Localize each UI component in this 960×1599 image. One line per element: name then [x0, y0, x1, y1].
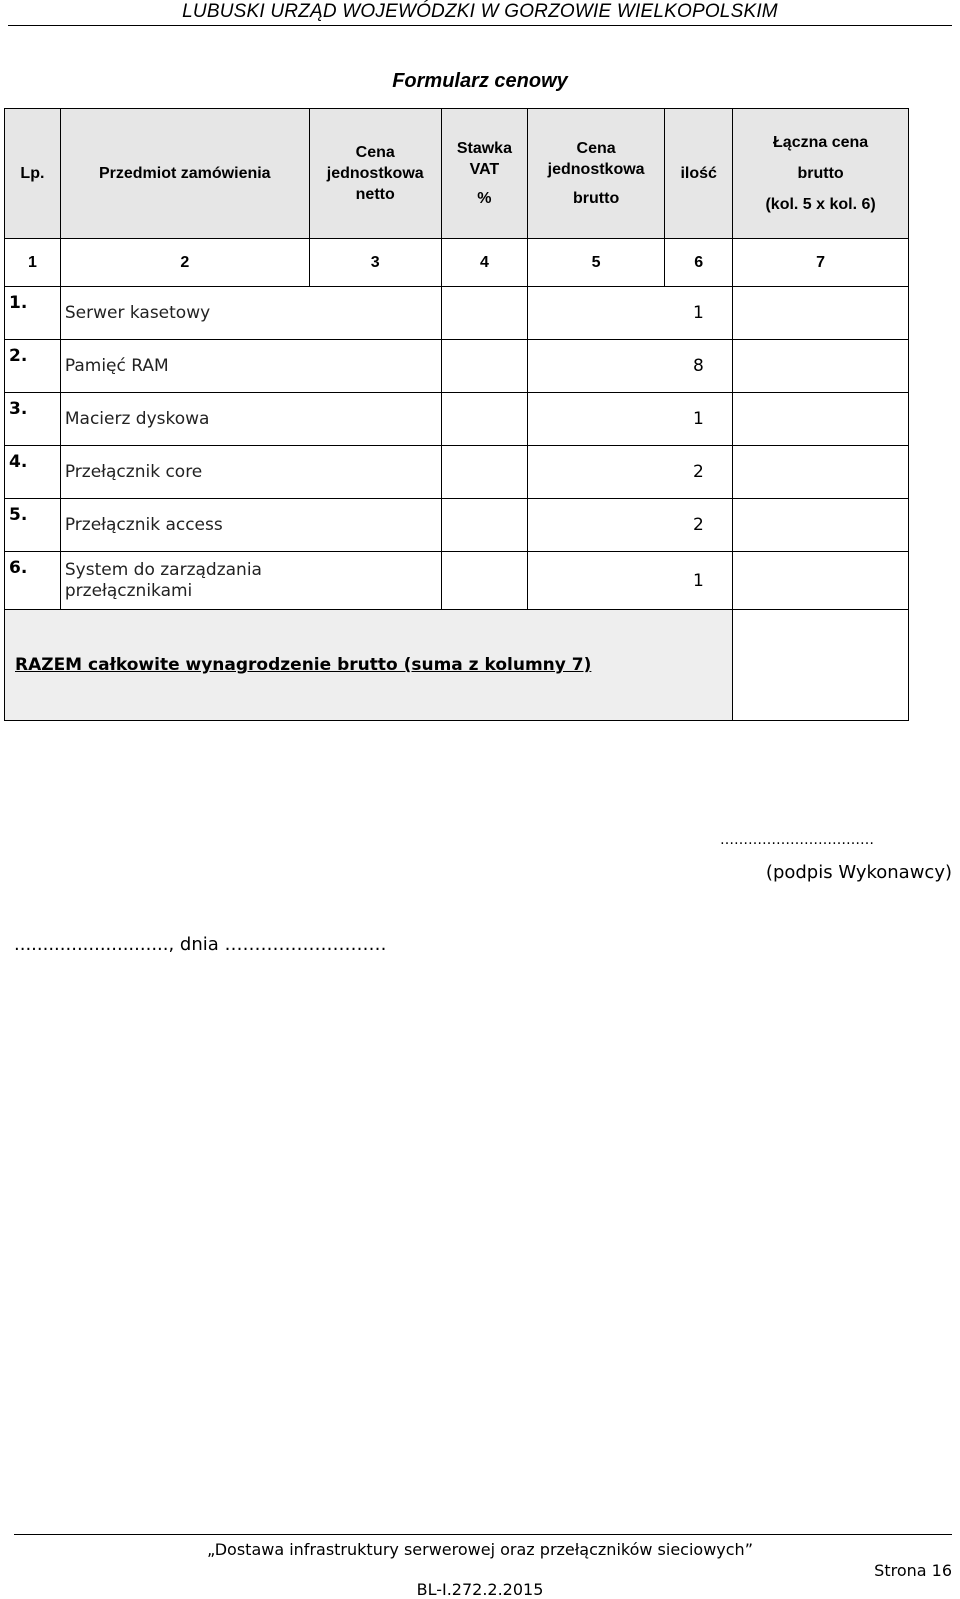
column-number: 1: [5, 239, 61, 287]
table-row: [5, 499, 909, 552]
header-divider: [8, 25, 952, 26]
row-lp: 1.: [5, 287, 61, 340]
footer-divider: [14, 1534, 952, 1535]
row-item: Przełącznik access: [60, 499, 441, 552]
header-gross-price-line: jednostkowa: [547, 161, 645, 178]
form-title: Formularz cenowy: [392, 70, 568, 92]
header-lp: Lp.: [5, 109, 61, 239]
row-vat-cell[interactable]: [441, 446, 527, 499]
row-item: Przełącznik core: [60, 446, 441, 499]
signature-dots: ……………………………: [720, 832, 874, 848]
header-total: [733, 109, 909, 239]
page-number: Strona 16: [874, 1561, 952, 1580]
row-total-cell[interactable]: [733, 287, 909, 340]
header-gross-price-line: Cena: [576, 140, 616, 157]
header-total-line: Łączna cena: [773, 134, 869, 151]
header-net-price-line: Cena: [355, 144, 395, 161]
row-total-cell[interactable]: [733, 446, 909, 499]
place-date-line: ..........................., dnia ………………………: [14, 934, 387, 955]
column-number: 7: [733, 239, 909, 287]
row-gross-price-cell[interactable]: [528, 499, 665, 552]
column-number: 2: [60, 239, 309, 287]
row-item: Pamięć RAM: [60, 340, 441, 393]
header-net-price: [309, 109, 441, 239]
row-gross-price-cell[interactable]: [528, 287, 665, 340]
header-gross-price-line: brutto: [573, 190, 620, 207]
row-gross-price-cell[interactable]: [528, 393, 665, 446]
table-row: [5, 552, 909, 610]
row-vat-cell[interactable]: [441, 287, 527, 340]
row-quantity: 1: [665, 552, 733, 610]
header-net-price-line: netto: [355, 186, 395, 203]
header-net-price-line: jednostkowa: [326, 165, 424, 182]
header-row: [5, 109, 909, 239]
header-gross-price: [528, 109, 665, 239]
table-row: [5, 446, 909, 499]
row-vat-cell[interactable]: [441, 552, 527, 610]
total-label: RAZEM całkowite wynagrodzenie brutto (suma z kolumny 7): [5, 610, 733, 721]
table-row: [5, 287, 909, 340]
row-item: Macierz dyskowa: [60, 393, 441, 446]
header-vat-line: VAT: [469, 161, 500, 178]
row-lp: 4.: [5, 446, 61, 499]
row-total-cell[interactable]: [733, 393, 909, 446]
row-quantity: 1: [665, 393, 733, 446]
row-total-cell[interactable]: [733, 340, 909, 393]
row-quantity: 2: [665, 499, 733, 552]
column-numbers-row: [5, 239, 909, 287]
row-gross-price-cell[interactable]: [528, 340, 665, 393]
row-lp: 6.: [5, 552, 61, 610]
institution-header: LUBUSKI URZĄD WOJEWÓDZKI W GORZOWIE WIELKOPOLSKIM: [182, 1, 778, 22]
header-total-line: brutto: [797, 165, 844, 182]
header-vat-line: Stawka: [456, 140, 512, 157]
column-number: 5: [528, 239, 665, 287]
row-gross-price-cell[interactable]: [528, 552, 665, 610]
signature-label: (podpis Wykonawcy): [765, 862, 952, 883]
footer-title: „Dostawa infrastruktury serwerowej oraz przełączników sieciowych”: [207, 1540, 753, 1559]
row-lp: 2.: [5, 340, 61, 393]
column-number: 3: [309, 239, 441, 287]
row-vat-cell[interactable]: [441, 393, 527, 446]
header-item: Przedmiot zamówienia: [60, 109, 309, 239]
row-quantity: 1: [665, 287, 733, 340]
header-vat: [441, 109, 527, 239]
row-total-cell[interactable]: [733, 499, 909, 552]
table-row: [5, 393, 909, 446]
header-vat-line: %: [477, 190, 492, 207]
row-quantity: 8: [665, 340, 733, 393]
table-row: [5, 340, 909, 393]
row-total-cell[interactable]: [733, 552, 909, 610]
header-quantity: ilość: [665, 109, 733, 239]
price-form-table: [4, 108, 909, 721]
header-total-line: (kol. 5 x kol. 6): [765, 196, 876, 213]
column-number: 4: [441, 239, 527, 287]
row-lp: 5.: [5, 499, 61, 552]
row-vat-cell[interactable]: [441, 499, 527, 552]
row-item: System do zarządzania przełącznikami: [60, 552, 441, 610]
row-item: Serwer kasetowy: [60, 287, 441, 340]
row-vat-cell[interactable]: [441, 340, 527, 393]
document-reference: BL-I.272.2.2015: [416, 1580, 544, 1599]
row-lp: 3.: [5, 393, 61, 446]
total-row: [5, 610, 909, 721]
total-value-cell[interactable]: [733, 610, 909, 721]
row-quantity: 2: [665, 446, 733, 499]
column-number: 6: [665, 239, 733, 287]
row-gross-price-cell[interactable]: [528, 446, 665, 499]
